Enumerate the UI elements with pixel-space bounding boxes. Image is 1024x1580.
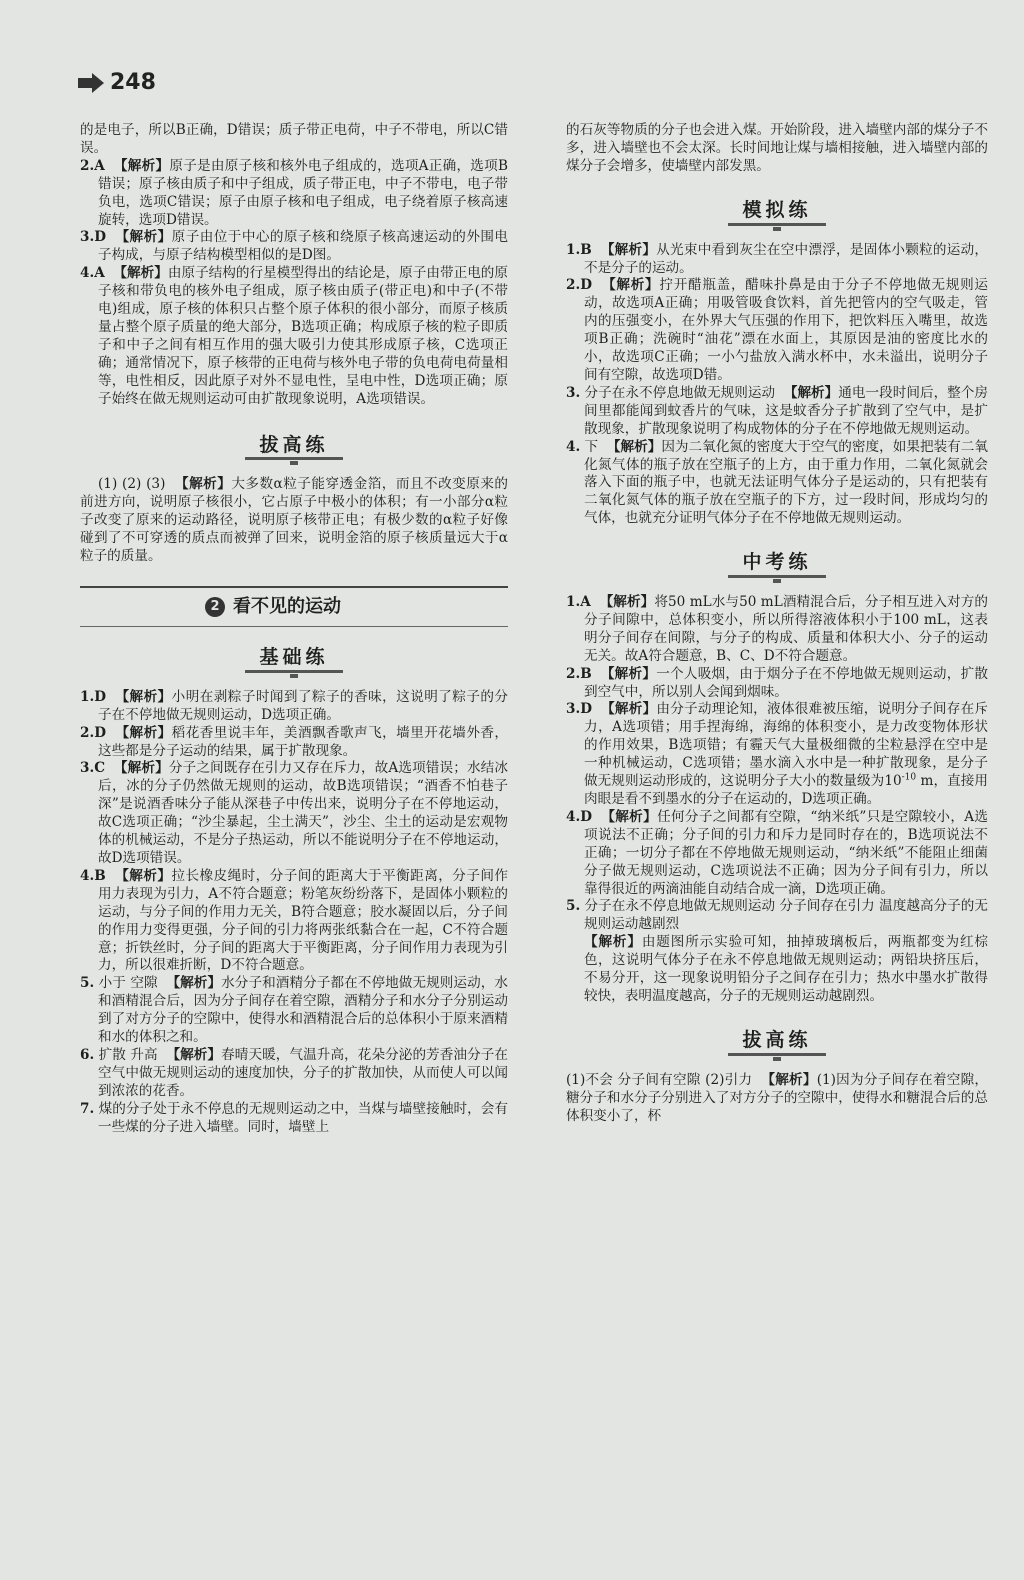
chapter-number-badge: 2 (205, 597, 225, 617)
arrow-icon (78, 73, 104, 93)
section-heading-moni: 模拟练 (566, 202, 988, 226)
exam-answer-5-explanation: 【解析】由题图所示实验可知，抽掉玻璃板后，两瓶都变为红棕色，这说明气体分子在永不停息地做无规则运动；两铅块挤压后，不易分开，这一现象说明铅分子之间存在引力；热水中墨水扩散得较快，表明温度越高，分子的无规则运动越剧烈。 (584, 934, 989, 1004)
exam-answer-5: 5. 分子在永不停息地做无规则运动 分子间存在引力 温度越高分子的无规则运动越剧烈 (566, 898, 988, 933)
answer-2: 2.A 【解析】原子是由原子核和核外电子组成的，选项A正确，选项B错误；原子核由质子和中子组成，质子带正电，中子不带电，电子带负电，选项C错误；原子由原子核和电子组成，电子绕着原子核高速旋转，选项D错误。 (80, 157, 509, 228)
mock-answer-4: 4. 下 【解析】因为二氧化氮的密度大于空气的密度，如果把装有二氧化氮气体的瓶子放在空瓶子的上方，由于重力作用，二氧化氮就会落入下面的瓶子中，也就无法证明气体分子是运动的，只有把装有二氧化氮气体的瓶子放在空瓶子的下方，过一段时间，形成均匀的气体，也就充分证明气体分子在不停地做无规则运动。 (566, 438, 989, 527)
answer-4: 4.A 【解析】由原子结构的行星模型得出的结论是，原子由带正电的原子核和带负电的核外电子组成，原子核由质子(带正电)和中子(不带电)组成，原子核的体积只占整个原子体积的很小部分，而原子核质量占整个原子质量的绝大部分，B选项正确；构成原子核的粒子即质子和中子之间有相互作用的强大吸引力使其形成原子核，C选项正确；通常情况下，原子核带的正电荷与核外电子带的负电荷电荷量相等，电性相反，因此原子对外不显电性，呈电中性，D选项正确；原子始终在做无规则运动可由扩散现象说明，A选项错误。 (80, 265, 509, 407)
mock-answer-1: 1.B 【解析】从光束中看到灰尘在空中漂浮，是固体小颗粒的运动，不是分子的运动。 (566, 241, 989, 276)
section-heading-zhongkao: 中考练 (566, 554, 988, 578)
mock-answer-2: 2.D 【解析】拧开醋瓶盖，醋味扑鼻是由于分子不停地做无规则运动，故选项A正确；用吸管吸食饮料，首先把管内的空气吸走，管内的压强变小，在外界大气压强的作用下，把饮料压入嘴里，故选项B正确；洗碗时“油花”漂在水面上，其原因是油的密度比水的小，故选项C正确；一小勺盐放入满水杯中，水未溢出，说明分子间有空隙，故选项D错。 (566, 277, 989, 383)
left-column (80, 122, 508, 1137)
basic-answer-5: 5. 小于 空隙 【解析】水分子和酒精分子都在不停地做无规则运动，水和酒精混合后，因为分子间存在着空隙，酒精分子和水分子分别运动到了对方分子的空隙中，使得水和酒精混合后的总体积小于原来酒精和水的体积之和。 (80, 975, 509, 1046)
answer-tigao-2: (1)不会 分子间有空隙 (2)引力 【解析】(1)因为分子间存在着空隙，糖分子和水分子分别进入了对方分子的空隙中，使得水和糖混合后的总体积变小了，杯 (566, 1071, 989, 1124)
section-heading-tigao: 拔高练 (80, 437, 508, 461)
section-heading-jichu: 基础练 (80, 649, 508, 673)
basic-answer-4: 4.B 【解析】拉长橡皮绳时，分子间的距离大于平衡距离，分子间作用力表现为引力，A不符合题意；粉笔灰纷纷落下，是固体小颗粒的运动，与分子间的作用力无关，B符合题意；胶水凝固以后，分子间的作用力变得更强，分子间的引力将两张纸黏合在一起，C不符合题意；折铁丝时，分子间的距离大于平衡距离，分子间作用力表现为引力，所以很难折断，D不符合题意。 (80, 867, 509, 974)
answer-3: 3.D 【解析】原子由位于中心的原子核和绕原子核高速运动的外围电子构成，与原子结构模型相似的是D图。 (80, 229, 509, 264)
exam-answer-2: 2.B 【解析】一个人吸烟，由于烟分子在不停地做无规则运动，扩散到空气中，所以别人会闻到烟味。 (566, 665, 989, 700)
page-number (78, 70, 156, 95)
answer-tigao: (1) (2) (3) 【解析】大多数α粒子能穿透金箔，而且不改变原来的前进方向，说明原子核很小，它占原子中极小的体积；有一小部分α粒子改变了原来的运动路径，说明原子核带正电；有极少数的α粒子好像碰到了不可穿透的质点而被弹了回来，说明金箔的原子核质量远大于α粒子的质量。 (80, 476, 508, 565)
section-heading-tigao-2: 拔高练 (566, 1032, 988, 1056)
chapter-title: 看不见的运动 (233, 595, 341, 617)
exam-answer-4: 4.D 【解析】任何分子之间都有空隙，“纳米纸”只是空隙较小，A选项说法不正确；分子间的引力和斥力是同时存在的，B选项说法不正确；一切分子都在不停地做无规则运动，“纳米纸”不能阻止细菌分子做无规则运动，C选项说法不正确；因为分子间有引力，所以靠得很近的两滴油能自动结合成一滴，D选项正确。 (566, 808, 989, 897)
basic-answer-3: 3.C 【解析】分子之间既存在引力又存在斥力，故A选项错误；水结冰后，冰的分子仍然做无规则的运动，故B选项错误；“酒香不怕巷子深”是说酒香味分子能从深巷子中传出来，说明分子在不停地运动，故C选项正确；“沙尘暴起，尘土满天”，沙尘、尘土的运动是宏观物体的机械运动，不是分子热运动，所以不能说明分子在不停地运动，故D选项错误。 (80, 760, 508, 866)
continued-answer: 的是电子，所以B正确，D错误；质子带正电荷，中子不带电，所以C错误。 (80, 122, 508, 156)
mock-answer-3: 3. 分子在永不停息地做无规则运动 【解析】通电一段时间后，整个房间里都能闻到蚊香片的气味，这是蚊香分子扩散到了空气中，是扩散现象，扩散现象说明了构成物体的分子在不停地做无规则运动。 (566, 384, 989, 437)
basic-answer-1: 1.D 【解析】小明在剥粽子时闻到了粽子的香味，这说明了粽子的分子在不停地做无规则运动，D选项正确。 (80, 688, 509, 723)
chapter-header (80, 586, 508, 627)
right-column (566, 122, 988, 1126)
exam-answer-3: 3.D 【解析】由分子动理论知，液体很难被压缩，说明分子间存在斥力，A选项错；用手捏海绵，海绵的体积变小，是力改变物体形状的作用效果，B选项错；有霾天气大量极细微的尘粒悬浮在空中是一种机械运动，C选项错；墨水滴入水中是一种扩散现象，是分子做无规则运动形成的，这说明分子大小的数量级为$10^{-10}$ m，直接用肉眼是看不到墨水的分子在运动的，D选项正确。 (566, 701, 988, 807)
basic-answer-6: 6. 扩散 升高 【解析】春晴天暖，气温升高，花朵分泌的芳香油分子在空气中做无规则运动的速度加快，分子的扩散加快，从而使人可以闻到浓浓的花香。 (80, 1046, 509, 1099)
page-number-text: 248 (110, 70, 156, 95)
basic-answer-7: 7. 煤的分子处于永不停息的无规则运动之中，当煤与墙壁接触时，会有一些煤的分子进入墙壁。同时，墙壁上 (80, 1100, 509, 1135)
continued-answer-7: 的石灰等物质的分子也会进入煤。开始阶段，进入墙壁内部的煤分子不多，进入墙壁也不会太深。长时间地让煤与墙相接触，进入墙壁内部的煤分子会增多，使墙壁内部发黑。 (566, 122, 988, 174)
basic-answer-2: 2.D 【解析】稻花香里说丰年，美酒飘香歌声飞，墙里开花墙外香，这些都是分子运动的结果，属于扩散现象。 (80, 724, 509, 759)
exam-answer-1: 1.A 【解析】将50 mL水与50 mL酒精混合后，分子相互进入对方的分子间隙中，总体积变小，所以所得溶液体积小于100 mL，这表明分子间存在间隙，与分子的构成、质量和体积大小、分子的运动无关。故A符合题意，B、C、D不符合题意。 (566, 594, 988, 664)
